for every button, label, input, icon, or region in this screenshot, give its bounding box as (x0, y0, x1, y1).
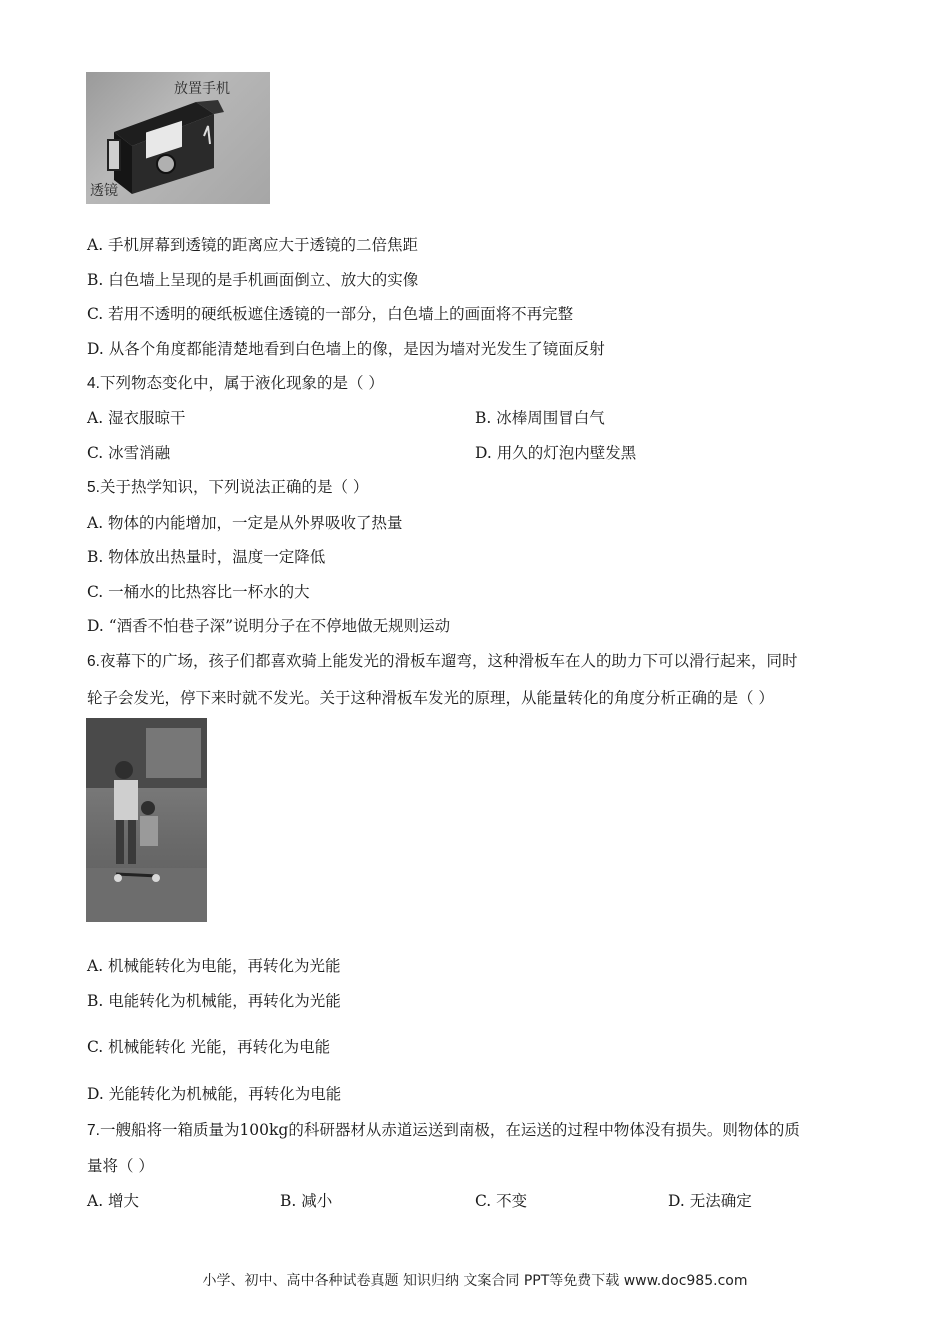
q3-option-a: A. 手机屏幕到透镜的距离应大于透镜的二倍焦距 (87, 236, 419, 254)
q7-stem-line1 (87, 1120, 800, 1141)
q3-option-c: C. 若用不透明的硬纸板遮住透镜的一部分，白色墙上的画面将不再完整 (87, 305, 574, 323)
q4-option-d: D. 用久的灯泡内壁发黑 (475, 444, 637, 462)
q4-option-c: C. 冰雪消融 (87, 444, 171, 462)
q4-stem (87, 373, 384, 394)
q4-option-a: A. 湿衣服晾干 (87, 409, 186, 427)
q6-stem-line2: 轮子会发光，停下来时就不发光。关于这种滑板车发光的原理，从能量转化的角度分析正确的是（ ） (87, 689, 774, 707)
q7-stem-line2: 量将（ ） (87, 1157, 154, 1175)
q4-stem-text: 下列物态变化中，属于液化现象的是（ ） (99, 374, 384, 392)
q6-option-c: C. 机械能转化 光能，再转化为电能 (87, 1038, 331, 1056)
q5-option-a: A. 物体的内能增加，一定是从外界吸收了热量 (87, 514, 403, 532)
phone-placement-label: 放置手机 (174, 81, 230, 97)
q5-option-d: D. “酒香不怕巷子深”说明分子在不停地做无规则运动 (87, 617, 451, 635)
q7-number: 7. (87, 1122, 100, 1139)
q5-option-c: C. 一桶水的比热容比一杯水的大 (87, 583, 310, 601)
q6-stem-text-1: 夜幕下的广场，孩子们都喜欢骑上能发光的滑板车遛弯，这种滑板车在人的助力下可以滑行起来，同时 (99, 652, 798, 670)
q5-stem (87, 477, 368, 498)
q6-number: 6. (87, 653, 100, 670)
q6-option-b: B. 电能转化为机械能，再转化为光能 (87, 992, 341, 1010)
q6-option-a: A. 机械能转化为电能，再转化为光能 (87, 957, 341, 975)
scooter-photo (86, 718, 207, 922)
q7-option-b: B. 减小 (280, 1192, 333, 1210)
q7-option-a: A. 增大 (87, 1192, 140, 1210)
q6-option-d: D. 光能转化为机械能，再转化为电能 (87, 1085, 342, 1103)
q7-option-d: D. 无法确定 (668, 1192, 752, 1210)
q4-number: 4. (87, 375, 100, 392)
page-footer: 小学、初中、高中各种试卷真题 知识归纳 文案合同 PPT等免费下载 www.doc985.com (202, 1273, 748, 1289)
q5-number: 5. (87, 479, 100, 496)
q7-stem-text-1: 一艘船将一箱质量为100kg的科研器材从赤道运送到南极，在运送的过程中物体没有损失。则物体的质 (99, 1121, 800, 1139)
q5-stem-text: 关于热学知识，下列说法正确的是（ ） (99, 478, 369, 496)
q7-option-c: C. 不变 (475, 1192, 528, 1210)
q3-option-d: D. 从各个角度都能清楚地看到白色墙上的像，是因为墙对光发生了镜面反射 (87, 340, 605, 358)
q5-option-b: B. 物体放出热量时，温度一定降低 (87, 548, 326, 566)
q6-stem-line1 (87, 651, 797, 672)
lens-label: 透镜 (90, 183, 118, 199)
scooter-photo-illustration (86, 718, 207, 922)
q3-option-b: B. 白色墙上呈现的是手机画面倒立、放大的实像 (87, 271, 419, 289)
q4-option-b: B. 冰棒周围冒白气 (475, 409, 605, 427)
projector-figure (86, 72, 270, 204)
